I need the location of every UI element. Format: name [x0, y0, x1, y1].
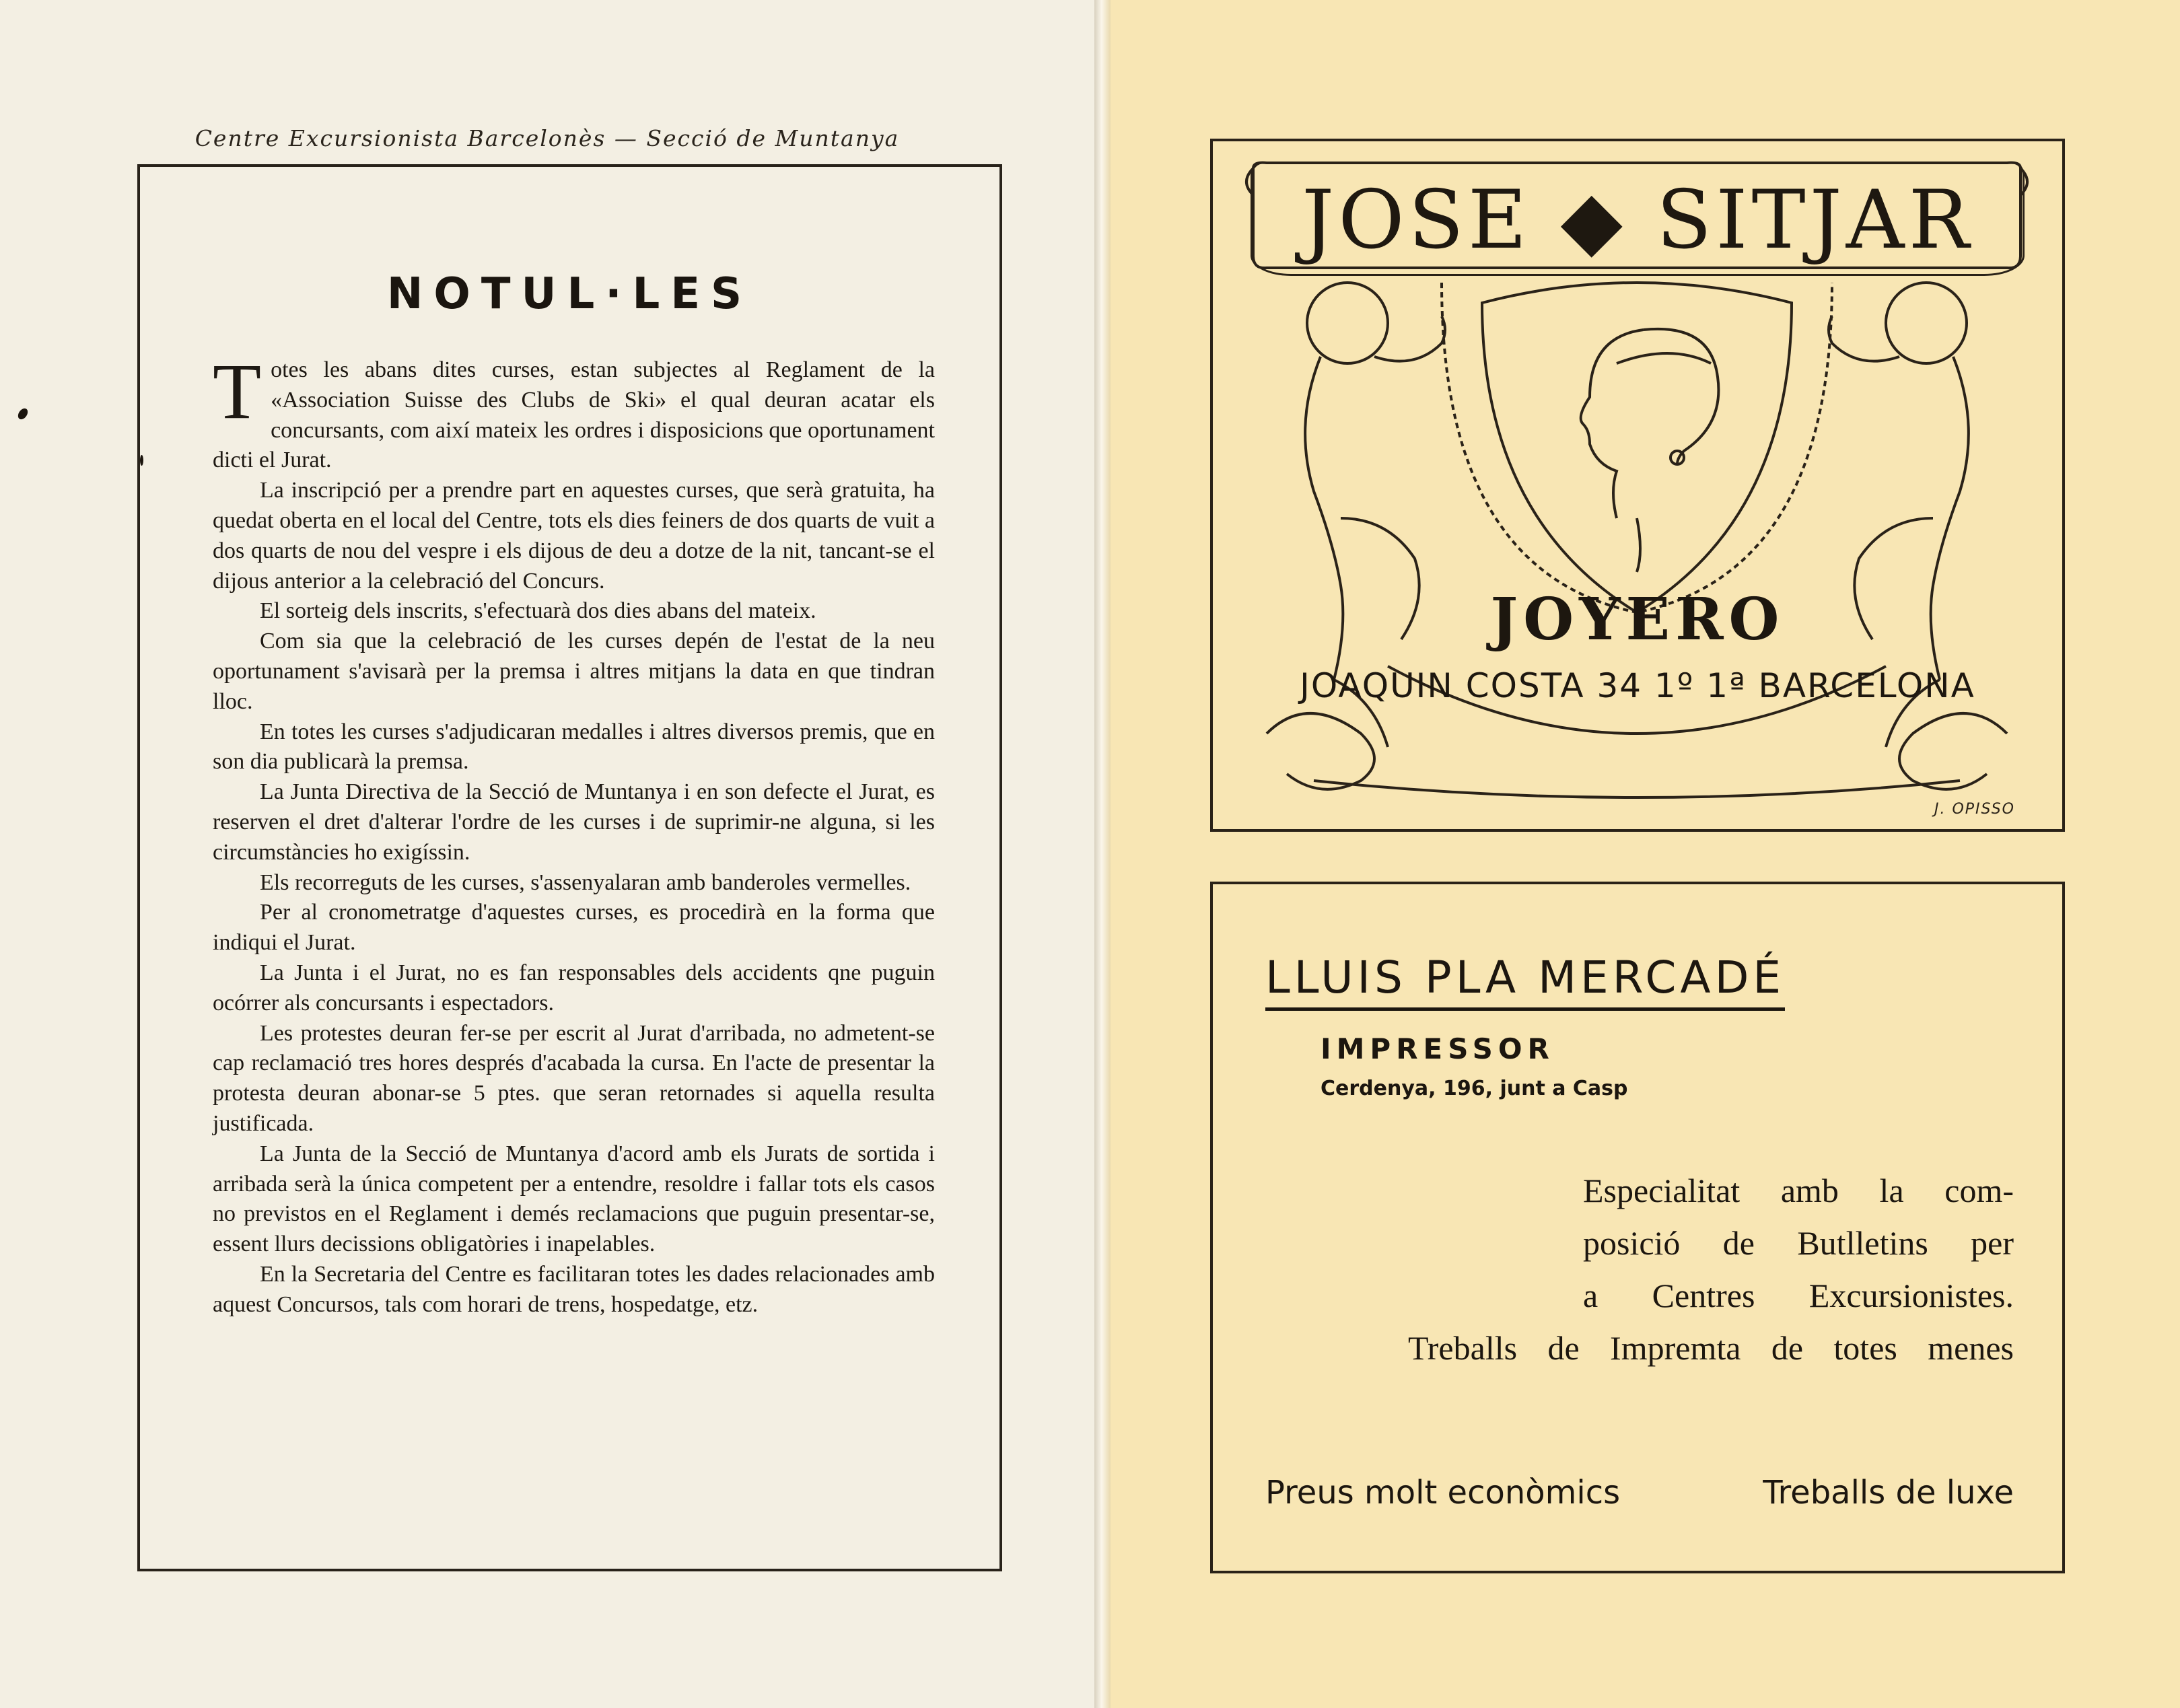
paragraph-3: El sorteig dels inscrits, s'efectuarà dos dies abans del mateix.	[260, 598, 816, 624]
jeweler-banner	[1251, 162, 2025, 276]
printer-address: Cerdenya, 196, junt a Casp	[1321, 1077, 1628, 1100]
paragraph-1	[213, 347, 935, 476]
ink-speck	[16, 406, 30, 421]
paragraph-10: Les protestes deuran fer-se per escrit al Jurat d'arribada, no admetent-se cap reclamació tres hores després d'acabada la cursa. En l'acte de presentar la protesta deuran abonar-se 5 ptes. que seran retornades si aquella resulta justificada.	[213, 1020, 935, 1136]
paragraph-11: La Junta de la Secció de Muntanya d'acord amb els Jurats de sortida i arribada serà la única competent per a entendre, resoldre i fallar tots els casos no previstos en el Reglament i demés reclamacions que puguin presentar-se, essent llurs decissions obligatòries i inapelables.	[213, 1141, 935, 1257]
paragraph-4: Com sia que la celebració de les curses depén de l'estat de la neu oportunament s'avisarà per la premsa i altres mitjans la data en que tindran lloc.	[213, 629, 935, 714]
ink-speck	[140, 455, 143, 466]
jeweler-brand: JOSE ◆ SITJAR	[1302, 174, 1973, 267]
paragraph-text: otes les abans dites curses, estan subjectes al Reglament de la «Association Suisse des Clubs de Ski» el qual deuran acatar els concursants, com així mateix les ordres i disposicions que oportunament dicti el Jurat.	[213, 357, 935, 473]
jeweler-trade: JOYERO	[1490, 585, 1785, 653]
paragraph-12: En la Secretaria del Centre es facilitaran totes les dades relacionades amb aquest Concursos, tals com horari de trens, hospedatge, etz.	[213, 1261, 935, 1317]
drop-cap: T	[213, 347, 262, 435]
notules-title: NOTUL·LES	[386, 269, 753, 319]
printer-footer-luxe: Treballs de luxe	[1763, 1474, 2014, 1511]
specialty-line: Treballs de Impremta de totes menes	[1408, 1329, 2014, 1367]
paragraph-5: En totes les curses s'adjudicaran medalles i altres diversos premis, que en son dia publicarà la premsa.	[213, 719, 935, 775]
jeweler-address: JOAQUIN COSTA 34 1º 1ª BARCELONA	[1300, 666, 1975, 705]
printer-role: IMPRESSOR	[1321, 1032, 1555, 1065]
printer-specialty	[1408, 1164, 2014, 1374]
printer-name: LLUIS PLA MERCADÉ	[1265, 952, 1785, 1011]
paragraph-2: La inscripció per a prendre part en aquestes curses, que serà gratuita, ha quedat oberta en el local del Centre, tots els dies feiners de dos quarts de vuit a dos quarts de nou del vespre i els dijous de deu a dotze de la nit, tancant-se el dijous anterior a la celebració del Concurs.	[213, 478, 935, 594]
printer-ad	[1210, 882, 2065, 1573]
specialty-line: Especialitat amb la com-	[1583, 1172, 2014, 1209]
running-header: Centre Excursionista Barcelonès — Secció de Muntanya	[195, 125, 900, 151]
specialty-line: posició de Butlletins per	[1583, 1224, 2014, 1262]
right-page	[1111, 0, 2180, 1708]
book-gutter	[1094, 0, 1111, 1708]
paragraph-6: La Junta Directiva de la Secció de Muntanya i en son defecte el Jurat, es reserven el dret d'alterar l'ordre de les curses i de suprimir-ne alguna, si les circumstàncies ho exigíssin.	[213, 779, 935, 865]
paragraph-9: La Junta i el Jurat, no es fan responsables dels accidents qne puguin ocórrer als concursants i espectadors.	[213, 960, 935, 1016]
paragraph-8: Per al cronometratge d'aquestes curses, es procedirà en la forma que indiqui el Jurat.	[213, 900, 935, 956]
notules-body	[213, 347, 935, 1320]
artist-signature: J. OPISSO	[1934, 801, 2015, 818]
printer-footer-prices: Preus molt econòmics	[1265, 1474, 1621, 1511]
notules-frame	[137, 164, 1002, 1571]
specialty-line: a Centres Excursionistes.	[1583, 1277, 2014, 1314]
jeweler-ad	[1210, 139, 2065, 832]
paragraph-7: Els recorreguts de les curses, s'assenyalaran amb banderoles vermelles.	[260, 869, 911, 895]
